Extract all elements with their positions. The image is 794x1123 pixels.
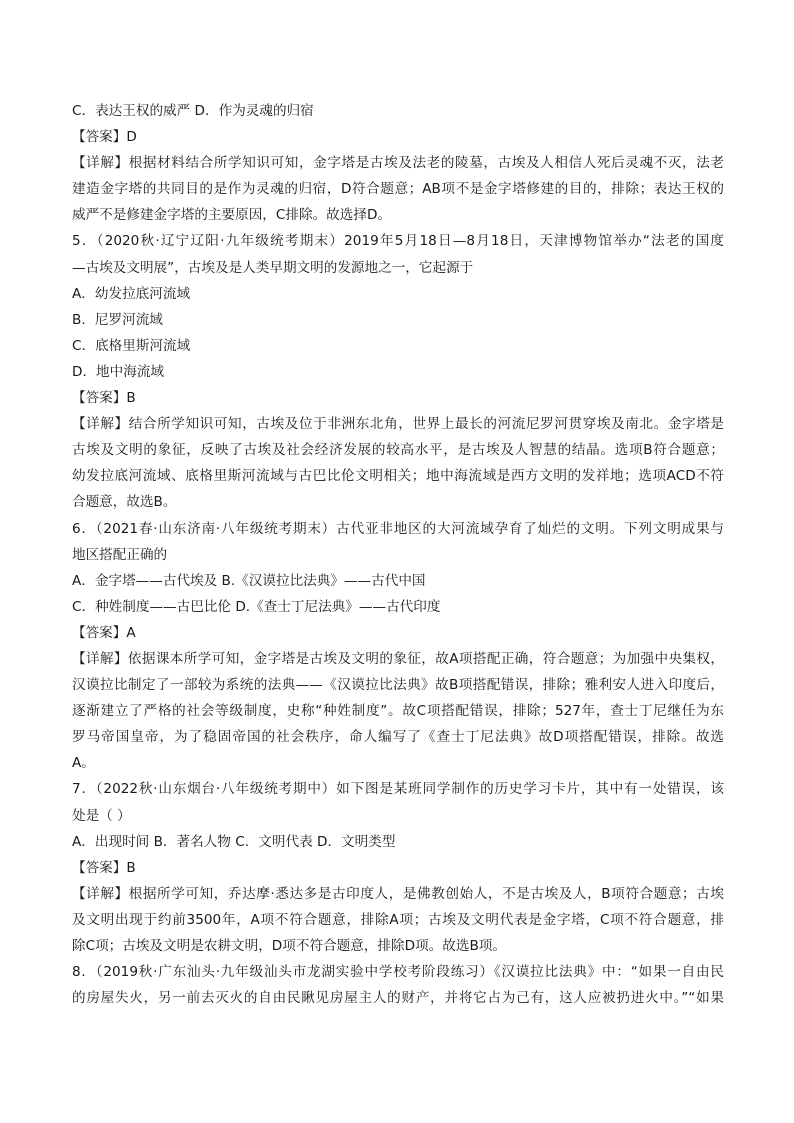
question-7-stem: 7．（2022秋·山东烟台·八年级统考期中）如下图是某班同学制作的历史学习卡片，其中有一处错误，该	[72, 781, 724, 798]
answer-line: 【答案】B	[72, 859, 136, 876]
question-5-stem: 5．（2020秋·辽宁辽阳·九年级统考期末）2019年5月18日—8月18日，天津博物馆举办“法老的国度	[72, 233, 724, 250]
explanation-line: 【详解】结合所学知识可知，古埃及位于非洲东北角，世界上最长的河流尼罗河贯穿埃及南北。金字塔是	[72, 416, 724, 433]
option-d: D．地中海流域	[72, 363, 165, 380]
answer-line: 【答案】A	[72, 624, 136, 641]
option-c: C．底格里斯河流域	[72, 337, 191, 354]
answer-line: 【答案】B	[72, 390, 136, 407]
question-8-stem: 的房屋失火，另一前去灭火的自由民瞅见房屋主人的财产，并将它占为己有，这人应被扔进火中。”“如果	[72, 990, 724, 1007]
explanation-line: 汉谟拉比制定了一部较为系统的法典——《汉谟拉比法典》故B项搭配错误，排除；雅利安人进入印度后，	[72, 677, 724, 694]
explanation-line: 古埃及文明的象征，反映了古埃及社会经济发展的较高水平，是古埃及人智慧的结晶。选项B符合题意；	[72, 442, 724, 459]
options-line: A．出现时间 B．著名人物 C．文明代表 D．文明类型	[72, 833, 396, 850]
explanation-line: 建造金字塔的共同目的是作为灵魂的归宿，D符合题意；AB项不是金字塔修建的目的，排除；表达王权的	[72, 181, 724, 198]
question-5-stem: —古埃及文明展”，古埃及是人类早期文明的发源地之一，它起源于	[72, 259, 474, 276]
explanation-line: 【详解】根据所学可知，乔达摩·悉达多是古印度人，是佛教创始人，不是古埃及人，B项符合题意；古埃	[72, 885, 724, 902]
question-8-stem: 8．（2019秋·广东汕头·九年级汕头市龙湖实验中学校考阶段练习）《汉谟拉比法典》中：“如果一自由民	[72, 964, 724, 981]
explanation-line: 幼发拉底河流域、底格里斯河流域与古巴比伦文明相关；地中海流域是西方文明的发祥地；选项ACD不符	[72, 468, 724, 485]
explanation-line: A。	[72, 755, 95, 772]
explanation-line: 威严不是修建金字塔的主要原因，C排除。故选择D。	[72, 207, 392, 224]
answer-line: 【答案】D	[72, 129, 137, 146]
options-cd: C．种姓制度——古巴比伦 D.《查士丁尼法典》——古代印度	[72, 598, 441, 615]
explanation-line: 【详解】依据课本所学可知，金字塔是古埃及文明的象征，故A项搭配正确，符合题意；为加强中央集权，	[72, 650, 724, 667]
explanation-line: 除C项；古埃及文明是农耕文明，D项不符合题意，排除D项。故选B项。	[72, 938, 506, 954]
explanation-line: 逐渐建立了严格的社会等级制度，史称“种姓制度”。故C项搭配错误，排除；527年，查士丁尼继任为东	[72, 703, 724, 720]
explanation-line: 合题意，故选B。	[72, 494, 177, 511]
option-a: A．幼发拉底河流域	[72, 285, 191, 302]
question-6-stem: 6．（2021春·山东济南·八年级统考期末）古代亚非地区的大河流域孕育了灿烂的文明。下列文明成果与	[72, 520, 724, 537]
question-7-stem: 处是（ ）	[72, 807, 131, 824]
explanation-line: 【详解】根据材料结合所学知识可知，金字塔是古埃及法老的陵墓，古埃及人相信人死后灵魂不灭，法老	[72, 155, 724, 172]
option-b: B．尼罗河流域	[72, 311, 163, 328]
explanation-line: 及文明出现于约前3500年，A项不符合题意，排除A项；古埃及文明代表是金字塔，C项不符合题意，排	[72, 911, 724, 928]
document-page	[72, 98, 724, 1011]
question-6-stem: 地区搭配正确的	[72, 546, 168, 563]
options-ab: A．金字塔——古代埃及 B.《汉谟拉比法典》——古代中国	[72, 572, 426, 589]
explanation-line: 罗马帝国皇帝，为了稳固帝国的社会秩序，命人编写了《查士丁尼法典》故D项搭配错误，排除。故选	[72, 729, 724, 746]
option-line: C．表达王权的威严 D．作为灵魂的归宿	[72, 103, 314, 119]
